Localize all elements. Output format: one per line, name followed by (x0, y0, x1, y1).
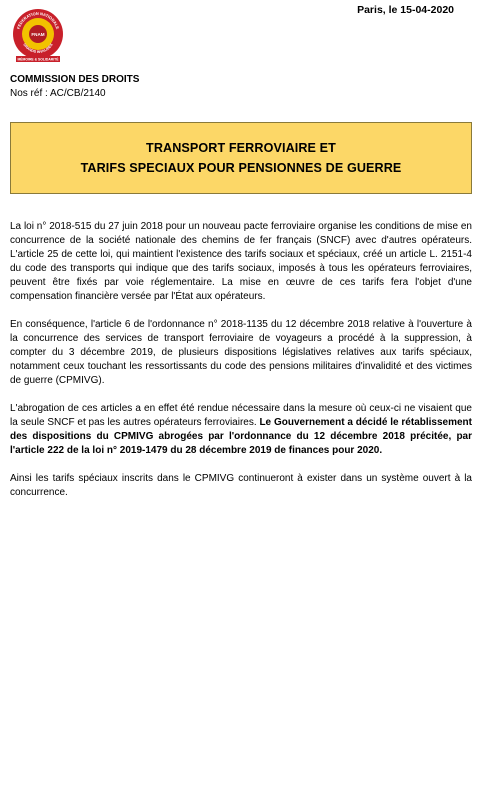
paragraph-3 (10, 402, 472, 458)
body-text (10, 220, 472, 514)
logo-ring-top-text: FEDERATION NATIONALE (15, 10, 61, 30)
logo-ribbon-text: MÉMOIRE & SOLIDARITÉ (17, 57, 59, 62)
document-date: Paris, le 15-04-2020 (357, 4, 454, 16)
paragraph-1: La loi n° 2018-515 du 27 juin 2018 pour un nouveau pacte ferroviaire organise les conditions de mise en concurrence de la société nationale des chemins de fer français (SNCF) avec d'autres opérateurs. L'article 25 de cette loi, qui maintient l'existence des tarifs sociaux et spéciaux, créé un article L. 2151-4 du code des transports qui indique que des tarifs sociaux, imposés à tous les opérateurs ferroviaires, peuvent être fixés par voie réglementaire. La mise en œuvre de ces tarifs fera l'objet d'une compensation financière versée par l'État aux opérateurs. (10, 221, 472, 302)
logo-center-text: FNAM (31, 32, 45, 37)
reference-number: Nos réf : AC/CB/2140 (10, 88, 106, 99)
logo-ring-bottom-text: GRANDS INVALIDES (22, 42, 54, 55)
title-line-2: TARIFS SPECIAUX POUR PENSIONNES DE GUERRE (80, 161, 402, 175)
paragraph-2: En conséquence, l'article 6 de l'ordonnance n° 2018-1135 du 12 décembre 2018 relative à l'ouverture à la concurrence des services de transport ferroviaire de voyageurs a procédé à la suppression, à compter du 3 décembre 2019, de plusieurs dispositions législatives relatives aux tarifs spéciaux, notamment ceux touchant les ressortissants du code des pensions militaires d'invalidité et des victimes de guerre (CPMIVG). (10, 319, 472, 386)
paragraph-3-bold: Le Gouvernement a décidé le rétablissement des dispositions du CPMIVG abrogées par l'ordonnance du 12 décembre 2018 précitée, par l'article 222 de la loi n° 2019-1479 du 28 décembre 2019 de finances pour 2020. (10, 417, 472, 456)
paragraph-3-plain: L'abrogation de ces articles a en effet été rendue nécessaire dans la mesure où ceux-ci ne visaient que la seule SNCF et pas les autres opérateurs ferroviaires. (10, 403, 472, 428)
paragraph-4: Ainsi les tarifs spéciaux inscrits dans le CPMIVG continueront à exister dans un système ouvert à la concurrence. (10, 473, 472, 498)
commission-block (10, 73, 139, 101)
commission-name: COMMISSION DES DROITS (10, 74, 140, 85)
title-banner (10, 122, 472, 194)
federation-seal-logo-icon (10, 6, 66, 64)
title-line-1: TRANSPORT FERROVIAIRE ET (146, 141, 336, 155)
